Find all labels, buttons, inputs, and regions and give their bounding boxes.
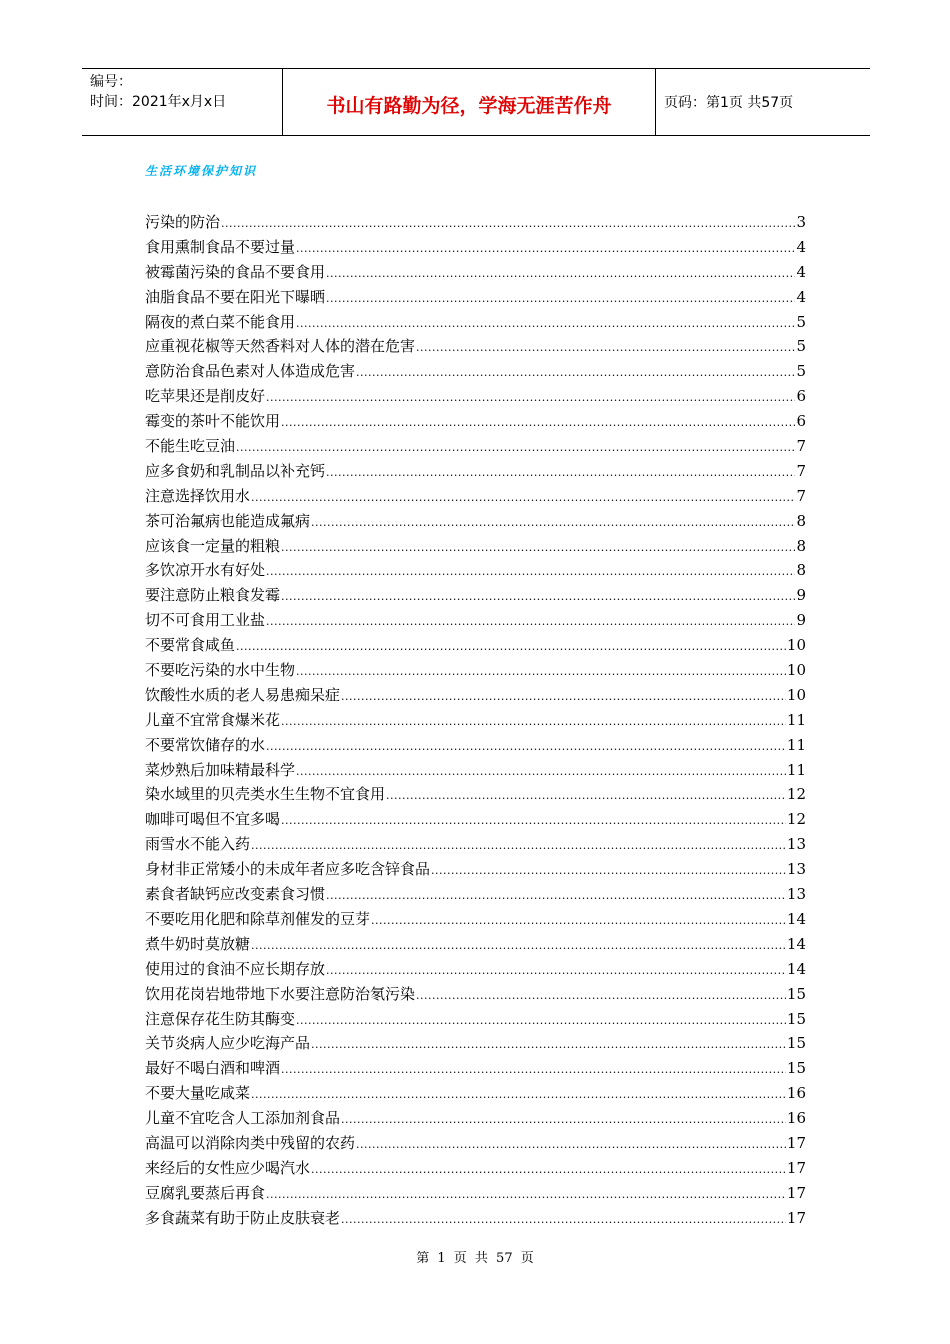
toc-entry[interactable] <box>145 435 806 460</box>
toc-dot-leader <box>296 242 795 255</box>
toc-dot-leader <box>236 640 786 653</box>
toc-dot-leader <box>266 615 795 628</box>
toc-entry-title[interactable]: 菜炒熟后加味精最科学 <box>145 760 296 779</box>
toc-entry-page[interactable]: 17 <box>786 1183 806 1202</box>
toc-entry[interactable] <box>145 335 806 360</box>
toc-dot-leader <box>281 814 786 827</box>
toc-entry-title[interactable]: 身材非正常矮小的未成年者应多吃含锌食品 <box>145 860 431 879</box>
toc-entry[interactable] <box>145 759 806 784</box>
toc-entry-page[interactable]: 7 <box>796 486 806 505</box>
toc-entry-page[interactable]: 11 <box>786 735 806 754</box>
toc-entry-title[interactable]: 注意选择饮用水 <box>145 486 251 505</box>
toc-entry[interactable] <box>145 1057 806 1082</box>
toc-dot-leader <box>356 1138 786 1151</box>
toc-entry-page[interactable]: 13 <box>786 885 806 904</box>
toc-dot-leader <box>311 1163 786 1176</box>
toc-entry[interactable] <box>145 410 806 435</box>
toc-dot-leader <box>356 366 795 379</box>
toc-entry-title[interactable]: 霉变的茶叶不能饮用 <box>145 412 281 431</box>
toc-dot-leader <box>266 1188 786 1201</box>
toc-entry[interactable] <box>145 933 806 958</box>
toc-entry-title[interactable]: 煮牛奶时莫放糖 <box>145 934 251 953</box>
toc-dot-leader <box>311 516 795 529</box>
toc-dot-leader <box>341 1113 786 1126</box>
toc-dot-leader <box>326 267 795 280</box>
toc-entry-title[interactable]: 意防治食品色素对人体造成危害 <box>145 362 356 381</box>
toc-entry[interactable] <box>145 485 806 510</box>
toc-dot-leader <box>371 914 786 927</box>
toc-entry-page[interactable]: 15 <box>786 1034 806 1053</box>
toc-dot-leader <box>251 939 786 952</box>
header-page-info: 页码：第1页 共57页 <box>664 95 794 111</box>
toc-entry[interactable] <box>145 1157 806 1182</box>
toc-entry-title[interactable]: 不要常食咸鱼 <box>145 636 236 655</box>
toc-entry-page[interactable]: 8 <box>796 536 806 555</box>
toc-dot-leader <box>296 1014 786 1027</box>
page-header <box>82 68 870 136</box>
toc-entry-page[interactable]: 5 <box>796 337 806 356</box>
toc-entry[interactable] <box>145 1107 806 1132</box>
toc-entry-title[interactable]: 多饮凉开水有好处 <box>145 561 266 580</box>
toc-entry-page[interactable]: 11 <box>786 760 806 779</box>
toc-entry-title[interactable]: 豆腐乳要蒸后再食 <box>145 1183 266 1202</box>
toc-entry-page[interactable]: 15 <box>786 1009 806 1028</box>
toc-entry-title[interactable]: 饮酸性水质的老人易患痴呆症 <box>145 685 341 704</box>
toc-entry-title[interactable]: 应重视花椒等天然香料对人体的潜在危害 <box>145 337 416 356</box>
toc-entry-title[interactable]: 儿童不宜常食爆米花 <box>145 710 281 729</box>
toc-entry-page[interactable]: 5 <box>796 312 806 331</box>
toc-entry-page[interactable]: 14 <box>786 959 806 978</box>
toc-dot-leader <box>221 217 795 230</box>
toc-entry-title[interactable]: 应多食奶和乳制品以补充钙 <box>145 461 326 480</box>
toc-entry[interactable] <box>145 958 806 983</box>
toc-entry-title[interactable]: 要注意防止粮食发霉 <box>145 586 281 605</box>
toc-entry-title[interactable]: 油脂食品不要在阳光下曝晒 <box>145 287 326 306</box>
toc-entry-title[interactable]: 茶可治氟病也能造成氟病 <box>145 511 311 530</box>
toc-entry-title[interactable]: 来经后的女性应少喝汽水 <box>145 1158 311 1177</box>
toc-entry[interactable] <box>145 535 806 560</box>
toc-entry-title[interactable]: 被霉菌污染的食品不要食用 <box>145 262 326 281</box>
page-footer: 第 1 页 共 57 页 <box>416 1251 534 1266</box>
toc-entry-title[interactable]: 不能生吃豆油 <box>145 437 236 456</box>
toc-entry-page[interactable]: 17 <box>786 1133 806 1152</box>
toc-entry[interactable] <box>145 858 806 883</box>
toc-entry[interactable] <box>145 883 806 908</box>
toc-entry-page[interactable]: 11 <box>786 710 806 729</box>
document-date: 时间：2021年x月x日 <box>90 94 227 110</box>
toc-entry[interactable] <box>145 1182 806 1207</box>
toc-entry[interactable] <box>145 808 806 833</box>
toc-entry[interactable] <box>145 1008 806 1033</box>
toc-dot-leader <box>296 765 786 778</box>
toc-dot-leader <box>341 690 786 703</box>
toc-entry-page[interactable]: 12 <box>786 810 806 829</box>
toc-dot-leader <box>251 491 795 504</box>
toc-entry-page[interactable]: 14 <box>786 909 806 928</box>
toc-dot-leader <box>266 391 795 404</box>
toc-entry-page[interactable]: 15 <box>786 1059 806 1078</box>
toc-entry[interactable] <box>145 783 806 808</box>
toc-entry-title[interactable]: 隔夜的煮白菜不能食用 <box>145 312 296 331</box>
toc-entry[interactable] <box>145 211 806 236</box>
toc-entry-page[interactable]: 6 <box>796 387 806 406</box>
toc-dot-leader <box>236 441 795 454</box>
toc-dot-leader <box>281 416 795 429</box>
toc-entry-page[interactable]: 9 <box>796 611 806 630</box>
toc-entry[interactable] <box>145 584 806 609</box>
toc-entry[interactable] <box>145 833 806 858</box>
toc-entry-title[interactable]: 饮用花岗岩地带地下水要注意防治氡污染 <box>145 984 416 1003</box>
toc-dot-leader <box>266 565 795 578</box>
toc-entry[interactable] <box>145 559 806 584</box>
toc-entry-page[interactable]: 4 <box>796 262 806 281</box>
toc-entry-page[interactable]: 9 <box>796 586 806 605</box>
toc-entry-title[interactable]: 素食者缺钙应改变素食习惯 <box>145 885 326 904</box>
toc-dot-leader <box>386 789 786 802</box>
toc-entry-title[interactable]: 关节炎病人应少吃海产品 <box>145 1034 311 1053</box>
toc-dot-leader <box>326 466 795 479</box>
toc-entry-title[interactable]: 不要吃用化肥和除草剂催发的豆芽 <box>145 909 371 928</box>
toc-entry[interactable] <box>145 1207 806 1232</box>
toc-entry-title[interactable]: 最好不喝白酒和啤酒 <box>145 1059 281 1078</box>
toc-entry-title[interactable]: 咖啡可喝但不宜多喝 <box>145 810 281 829</box>
toc-dot-leader <box>251 839 786 852</box>
toc-entry-title[interactable]: 切不可食用工业盐 <box>145 611 266 630</box>
toc-entry-title[interactable]: 染水域里的贝壳类水生生物不宜食用 <box>145 785 386 804</box>
toc-entry[interactable] <box>145 311 806 336</box>
toc-entry-title[interactable]: 污染的防治 <box>145 213 221 231</box>
toc-entry-title[interactable]: 不要常饮储存的水 <box>145 735 266 754</box>
toc-entry-title[interactable]: 注意保存花生防其酶变 <box>145 1009 296 1028</box>
toc-dot-leader <box>281 590 795 603</box>
toc-entry[interactable] <box>145 609 806 634</box>
toc-entry[interactable] <box>145 908 806 933</box>
header-meta <box>82 69 282 135</box>
toc-entry[interactable] <box>145 1132 806 1157</box>
toc-entry-page[interactable]: 8 <box>796 561 806 580</box>
toc-entry-title[interactable]: 雨雪水不能入药 <box>145 835 251 854</box>
toc-entry-page[interactable]: 8 <box>796 511 806 530</box>
toc-entry[interactable] <box>145 734 806 759</box>
toc-dot-leader <box>326 889 786 902</box>
toc-entry-page[interactable]: 10 <box>786 636 806 655</box>
toc-dot-leader <box>416 989 786 1002</box>
toc-entry-page[interactable]: 17 <box>786 1158 806 1177</box>
toc-dot-leader <box>326 964 786 977</box>
toc-entry-page[interactable]: 15 <box>786 984 806 1003</box>
table-of-contents <box>145 211 806 1232</box>
toc-entry[interactable] <box>145 709 806 734</box>
toc-entry-page[interactable]: 5 <box>796 362 806 381</box>
toc-entry-page[interactable]: 10 <box>786 685 806 704</box>
toc-entry-page[interactable]: 10 <box>786 661 806 680</box>
toc-entry[interactable] <box>145 1082 806 1107</box>
toc-entry-title[interactable]: 不要吃污染的水中生物 <box>145 661 296 680</box>
toc-dot-leader <box>296 665 786 678</box>
toc-entry[interactable] <box>145 634 806 659</box>
toc-entry-page[interactable]: 16 <box>786 1084 806 1103</box>
toc-entry[interactable] <box>145 1032 806 1057</box>
toc-entry[interactable] <box>145 684 806 709</box>
toc-entry-page[interactable]: 7 <box>796 437 806 456</box>
toc-entry-page[interactable]: 4 <box>796 237 806 256</box>
toc-entry-title[interactable]: 多食蔬菜有助于防止皮肤衰老 <box>145 1208 341 1227</box>
toc-entry[interactable] <box>145 460 806 485</box>
toc-entry[interactable] <box>145 286 806 311</box>
toc-entry-page[interactable]: 13 <box>786 860 806 879</box>
toc-entry[interactable] <box>145 510 806 535</box>
toc-entry-title[interactable]: 儿童不宜吃含人工添加剂食品 <box>145 1109 341 1128</box>
toc-entry[interactable] <box>145 236 806 261</box>
toc-entry-page[interactable]: 14 <box>786 934 806 953</box>
toc-entry[interactable] <box>145 385 806 410</box>
toc-dot-leader <box>326 292 795 305</box>
toc-entry-page[interactable]: 16 <box>786 1109 806 1128</box>
toc-entry[interactable] <box>145 261 806 286</box>
toc-dot-leader <box>311 1038 786 1051</box>
toc-entry-page[interactable]: 6 <box>796 412 806 431</box>
toc-dot-leader <box>281 541 795 554</box>
toc-dot-leader <box>251 1088 786 1101</box>
toc-entry[interactable] <box>145 659 806 684</box>
toc-dot-leader <box>266 740 786 753</box>
toc-entry-page[interactable]: 3 <box>796 213 806 231</box>
toc-entry-title[interactable]: 食用熏制食品不要过量 <box>145 237 296 256</box>
toc-entry-title[interactable]: 不要大量吃咸菜 <box>145 1084 251 1103</box>
toc-entry-page[interactable]: 13 <box>786 835 806 854</box>
header-motto: 书山有路勤为径，学海无涯苦作舟 <box>282 69 656 135</box>
toc-dot-leader <box>281 715 786 728</box>
toc-entry-title[interactable]: 吃苹果还是削皮好 <box>145 387 266 406</box>
toc-entry[interactable] <box>145 983 806 1008</box>
document-number-label: 编号： <box>90 74 132 90</box>
toc-entry-page[interactable]: 4 <box>796 287 806 306</box>
toc-entry-page[interactable]: 17 <box>786 1208 806 1227</box>
toc-entry[interactable] <box>145 360 806 385</box>
toc-dot-leader <box>281 1063 786 1076</box>
toc-entry-page[interactable]: 7 <box>796 461 806 480</box>
toc-entry-title[interactable]: 应该食一定量的粗粮 <box>145 536 281 555</box>
toc-dot-leader <box>416 341 795 354</box>
document-title: 生活环境保护知识 <box>145 164 258 178</box>
toc-entry-title[interactable]: 高温可以消除肉类中残留的农药 <box>145 1133 356 1152</box>
toc-dot-leader <box>341 1213 786 1226</box>
toc-entry-title[interactable]: 使用过的食油不应长期存放 <box>145 959 326 978</box>
toc-entry-page[interactable]: 12 <box>786 785 806 804</box>
toc-dot-leader <box>296 317 795 330</box>
toc-dot-leader <box>431 864 786 877</box>
